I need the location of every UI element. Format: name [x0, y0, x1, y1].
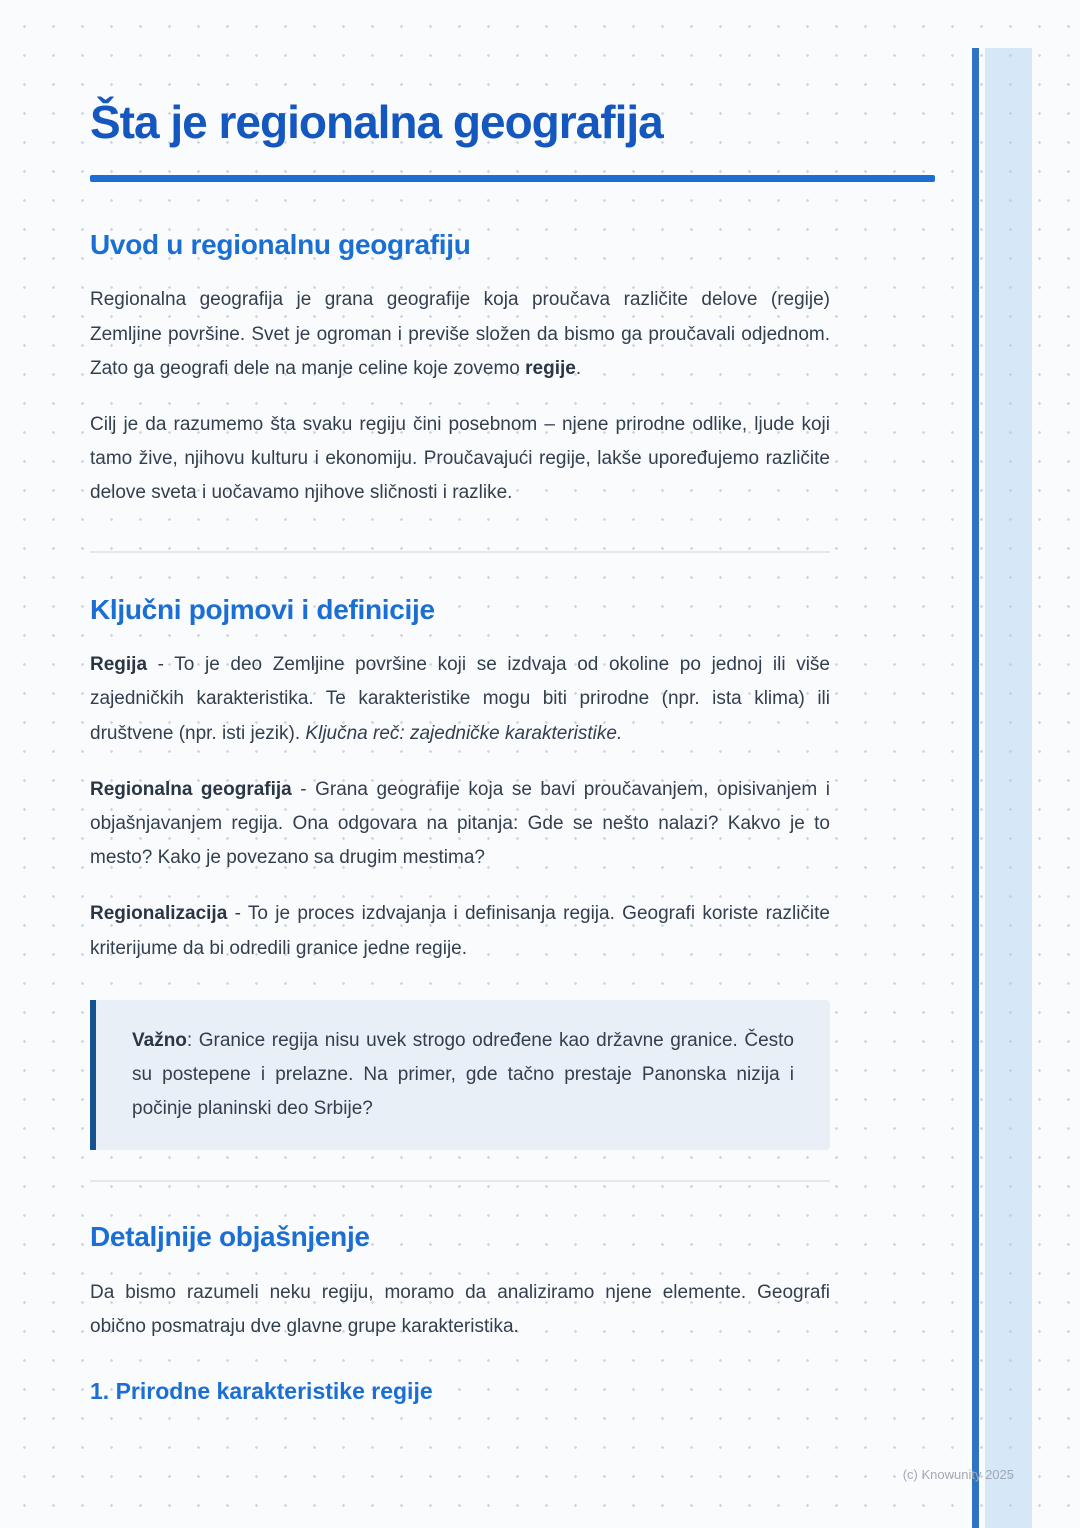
definition-regionalizacija-term: Regionalizacija [90, 903, 228, 925]
intro-heading: Uvod u regionalnu geografiju [90, 228, 471, 260]
important-note-text [132, 1024, 794, 1127]
definition-regionalizacija-text: To je proces izdvajanja i definisanja regija. Geografi koriste različite kriterijume da bi odredili granice jedne regije. [90, 903, 830, 959]
important-note-label: Važno [132, 1029, 187, 1051]
definition-regija-keynote: Ključna reč: zajedničke karakteristike. [305, 722, 623, 744]
definition-regija-term: Regija [90, 654, 148, 676]
definition-regionalna-geografija-separator: - [291, 778, 316, 800]
section-details [90, 1220, 935, 1406]
definition-regija-separator: - [147, 654, 175, 676]
intro-paragraph-2: Cilj je da razumemo šta svaku regiju čini posebnom – njene prirodne odlike, ljude koji tamo žive, njihovu kulturu i ekonomiju. Proučavajući regije, lakše upoređujemo različite delove sveta i uočavamo njihove sličnosti i razlike. [90, 414, 830, 504]
copyright-footer: (c) Knowunity 2025 [902, 1467, 1014, 1482]
important-note-callout [90, 1000, 830, 1151]
important-note-separator: : [186, 1029, 199, 1051]
important-note-body: Granice regija nisu uvek strogo određene kao državne granice. Često su postepene i prelazne. Na primer, gde tačno prestaje Panonska nizija i počinje planinski deo Srbije? [132, 1029, 794, 1120]
section-divider-1 [90, 551, 830, 553]
definition-regionalizacija-separator: - [227, 903, 248, 925]
title-underline-rule [90, 175, 935, 182]
definition-regionalna-geografija [90, 773, 830, 876]
definition-regija-text: To je deo Zemljine površine koji se izdvaja od okoline po jednoj ili više zajedničkih karakteristika. Te karakteristike mogu biti prirodne (npr. ista klima) ili društvene (npr. isti jezik). [90, 654, 830, 744]
intro-paragraph-1-text: Regionalna geografija je grana geografije koja proučava različite delove (regije) Zemljine površine. Svet je ogroman i previše složen da bismo ga proučavali odjednom. Zato ga geografi dele na manje celine koje zovemo [90, 289, 830, 379]
details-paragraph-1: Da bismo razumeli neku regiju, moramo da analiziramo njene elemente. Geografi obično posmatraju dve glavne grupe karakteristika. [90, 1281, 830, 1338]
intro-paragraph-1-bold: regije [525, 357, 576, 379]
definition-regionalna-geografija-text: Grana geografije koja se bavi proučavanjem, opisivanjem i objašnjavanjem regija. Ona odgovara na pitanja: Gde se nešto nalazi? Kakvo je to mesto? Kako je povezano sa drugim mestima? [90, 778, 831, 869]
section-divider-2 [90, 1180, 830, 1182]
right-edge-margin-strip [985, 48, 1032, 1528]
section-intro [90, 228, 935, 511]
definition-regionalna-geografija-term: Regionalna geografija [90, 778, 292, 800]
definition-regija [90, 648, 830, 751]
details-subheading-natural-characteristics: 1. Prirodne karakteristike regije [90, 1378, 433, 1405]
key-terms-heading: Ključni pojmovi i definicije [90, 593, 435, 625]
definition-regionalizacija [90, 897, 830, 965]
intro-paragraph-1-tail: . [575, 357, 582, 379]
document-content [90, 96, 935, 1406]
details-heading: Detaljnije objašnjenje [90, 1221, 370, 1253]
right-edge-accent-line [972, 48, 979, 1528]
section-key-terms [90, 593, 935, 1151]
intro-paragraph-1 [90, 283, 830, 386]
page-title: Šta je regionalna geografija [90, 96, 663, 148]
